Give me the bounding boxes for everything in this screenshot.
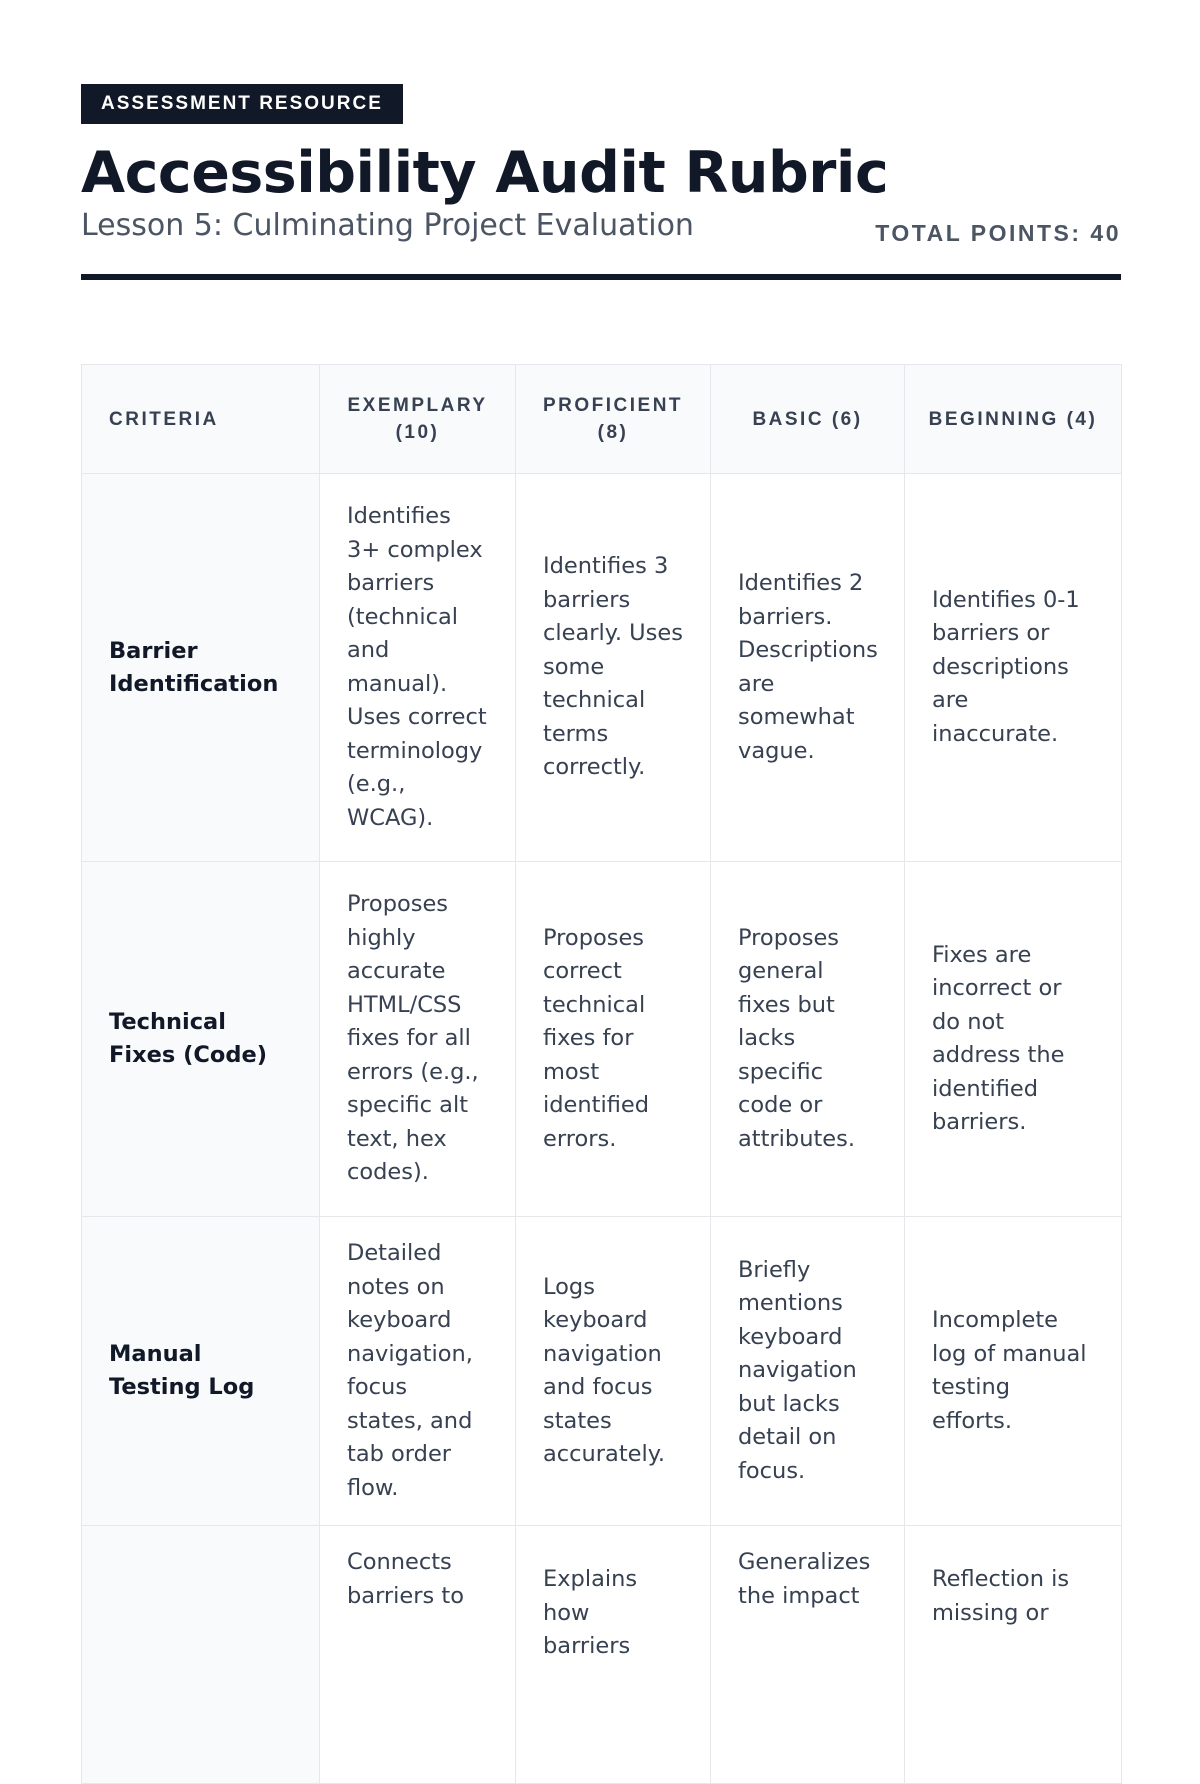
total-points: TOTAL POINTS: 40 — [875, 220, 1121, 246]
column-header-criteria: CRITERIA — [82, 365, 320, 474]
header-divider — [81, 274, 1121, 280]
table-row — [82, 1526, 1122, 1784]
basic-cell: Generalizes the impact — [711, 1526, 905, 1784]
rubric-table — [81, 364, 1122, 1784]
proficient-cell: Identifies 3 barriers clearly. Uses some technical terms correctly. — [516, 474, 711, 862]
resource-badge: ASSESSMENT RESOURCE — [81, 84, 403, 124]
page-title: Accessibility Audit Rubric — [81, 140, 889, 206]
basic-cell: Identifies 2 barriers. Descriptions are somewhat vague. — [711, 474, 905, 862]
beginning-cell: Incomplete log of manual testing efforts. — [905, 1217, 1122, 1526]
beginning-cell: Reflection is missing or — [905, 1526, 1122, 1784]
exemplary-cell: Identifies 3+ complex barriers (technical and manual). Uses correct terminology (e.g., WCAG). — [320, 474, 516, 862]
table-row — [82, 474, 1122, 862]
column-header-basic: BASIC (6) — [711, 365, 905, 474]
criteria-cell — [82, 1526, 320, 1784]
proficient-cell: Explains how barriers — [516, 1526, 711, 1784]
criteria-cell: Barrier Identification — [82, 474, 320, 862]
proficient-cell: Proposes correct technical fixes for most identified errors. — [516, 862, 711, 1217]
criteria-cell: Technical Fixes (Code) — [82, 862, 320, 1217]
exemplary-cell: Proposes highly accurate HTML/CSS fixes for all errors (e.g., specific alt text, hex codes). — [320, 862, 516, 1217]
table-row — [82, 862, 1122, 1217]
column-header-beginning: BEGINNING (4) — [905, 365, 1122, 474]
subtitle-row — [81, 208, 1121, 254]
exemplary-cell: Detailed notes on keyboard navigation, focus states, and tab order flow. — [320, 1217, 516, 1526]
page-subtitle: Lesson 5: Culminating Project Evaluation — [81, 208, 694, 243]
proficient-cell: Logs keyboard navigation and focus states accurately. — [516, 1217, 711, 1526]
criteria-cell: Manual Testing Log — [82, 1217, 320, 1526]
column-header-exemplary: EXEMPLARY (10) — [320, 365, 516, 474]
rubric-document — [81, 84, 1121, 1659]
basic-cell: Briefly mentions keyboard navigation but lacks detail on focus. — [711, 1217, 905, 1526]
table-header-row — [82, 365, 1122, 474]
table-row — [82, 1217, 1122, 1526]
column-header-proficient: PROFICIENT (8) — [516, 365, 711, 474]
exemplary-cell: Connects barriers to — [320, 1526, 516, 1784]
beginning-cell: Fixes are incorrect or do not address the identified barriers. — [905, 862, 1122, 1217]
beginning-cell: Identifies 0-1 barriers or descriptions are inaccurate. — [905, 474, 1122, 862]
basic-cell: Proposes general fixes but lacks specific code or attributes. — [711, 862, 905, 1217]
